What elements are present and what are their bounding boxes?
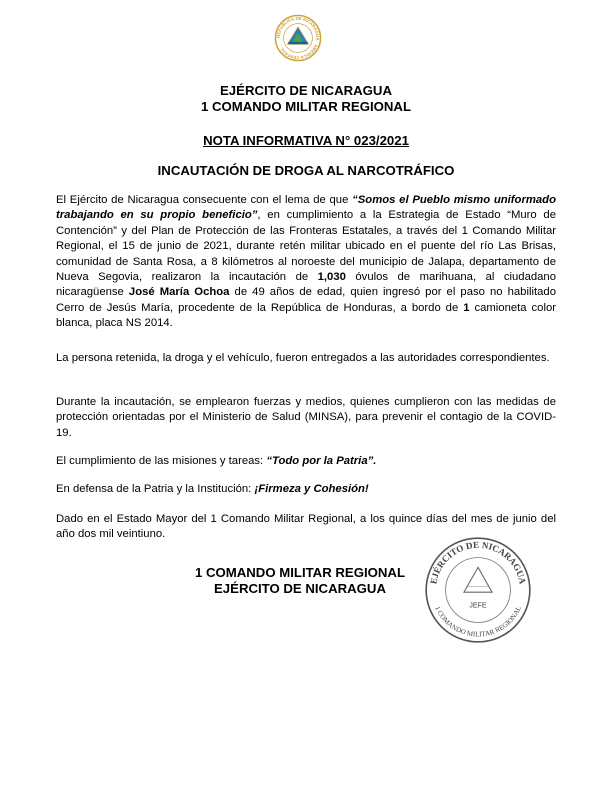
svg-text:EJÉRCITO DE NICARAGUA: [428, 540, 528, 586]
paragraph-text: camioneta color blanca, placa NS 2014.: [56, 301, 556, 330]
paragraph-text: El cumplimiento de las misiones y tareas:: [56, 455, 267, 467]
seized-amount: 1,030: [317, 271, 346, 284]
paragraph-text: El Ejército de Nicaragua consecuente con el lema de que: [56, 194, 353, 206]
motto-text: “Todo por la Patria”.: [266, 455, 377, 467]
stamp-title: JEFE: [469, 602, 487, 610]
header-institution: EJÉRCITO DE NICARAGUA: [220, 83, 392, 98]
official-stamp-icon: [424, 536, 532, 644]
stamp-ring-top: EJÉRCITO DE NICARAGUA: [428, 539, 528, 585]
nicaragua-coat-of-arms-icon: [274, 14, 322, 62]
body-paragraph-2: La persona retenida, la droga y el vehículo, fueron entregados a las autoridades correspondientes.: [56, 352, 550, 364]
paragraph-text: óvulos de marihuana, al ciudadano nicaragüense: [56, 271, 556, 299]
header-command: 1 COMANDO MILITAR REGIONAL: [200, 98, 411, 114]
document-number: NOTA INFORMATIVA N° 023/2021: [203, 133, 409, 148]
paragraph-text: En defensa de la Patria y la Institución:: [56, 483, 255, 495]
stamp-ring-bottom: 1 COMANDO MILITAR REGIONAL: [433, 604, 523, 639]
signature-command: 1 COMANDO MILITAR REGIONAL: [194, 565, 405, 580]
body-paragraph-1: [56, 193, 556, 332]
emblem-ring-text: REPÚBLICA DE NICARAGUA · AMÉRICA CENTRAL: [275, 15, 321, 61]
paragraph-text: de 49 años de edad, quien ingresó por el paso no habilitado Cerro de Jesús María, procedente de la República de Honduras, a bordo de: [56, 286, 556, 314]
svg-text:1 COMANDO MILITAR REGIONAL: [433, 605, 523, 638]
paragraph-text: , en cumplimiento a la Estrategia de Estado “Muro de Contención” y del Plan de Protección de las Fronteras Estatales, a través del 1 Comando Militar Regional, el 15 de junio de 2021, durante retén militar ubicado en el puente del río Las Brisas, comunidad de Santa Rosa, a 8 kilómetros al noroeste del municipio de Jalapa, departamento de Nueva Segovia, realizaron la incautación de: [56, 209, 556, 284]
motto-text: ¡Firmeza y Cohesión!: [254, 483, 369, 495]
body-paragraph-5: [56, 482, 556, 497]
body-paragraph-3: Durante la incautación, se emplearon fuerzas y medios, quienes cumplieron con las medidas de protección orientadas por el Ministerio de Salud (MINSA), para prevenir el contagio de la COVID-19.: [56, 396, 556, 439]
document-subject: INCAUTACIÓN DE DROGA AL NARCOTRÁFICO: [157, 163, 455, 178]
detainee-name: José María Ochoa: [128, 286, 230, 299]
institutional-motto: “Somos el Pueblo mismo uniformado trabajando en su propio beneficio”: [56, 194, 556, 222]
signature-institution: EJÉRCITO DE NICARAGUA: [214, 580, 386, 596]
vehicle-count: 1: [463, 301, 470, 314]
body-paragraph-4: [56, 454, 556, 469]
body-paragraph-6: Dado en el Estado Mayor del 1 Comando Militar Regional, a los quince días del mes de junio del año dos mil veintiuno.: [56, 513, 556, 541]
